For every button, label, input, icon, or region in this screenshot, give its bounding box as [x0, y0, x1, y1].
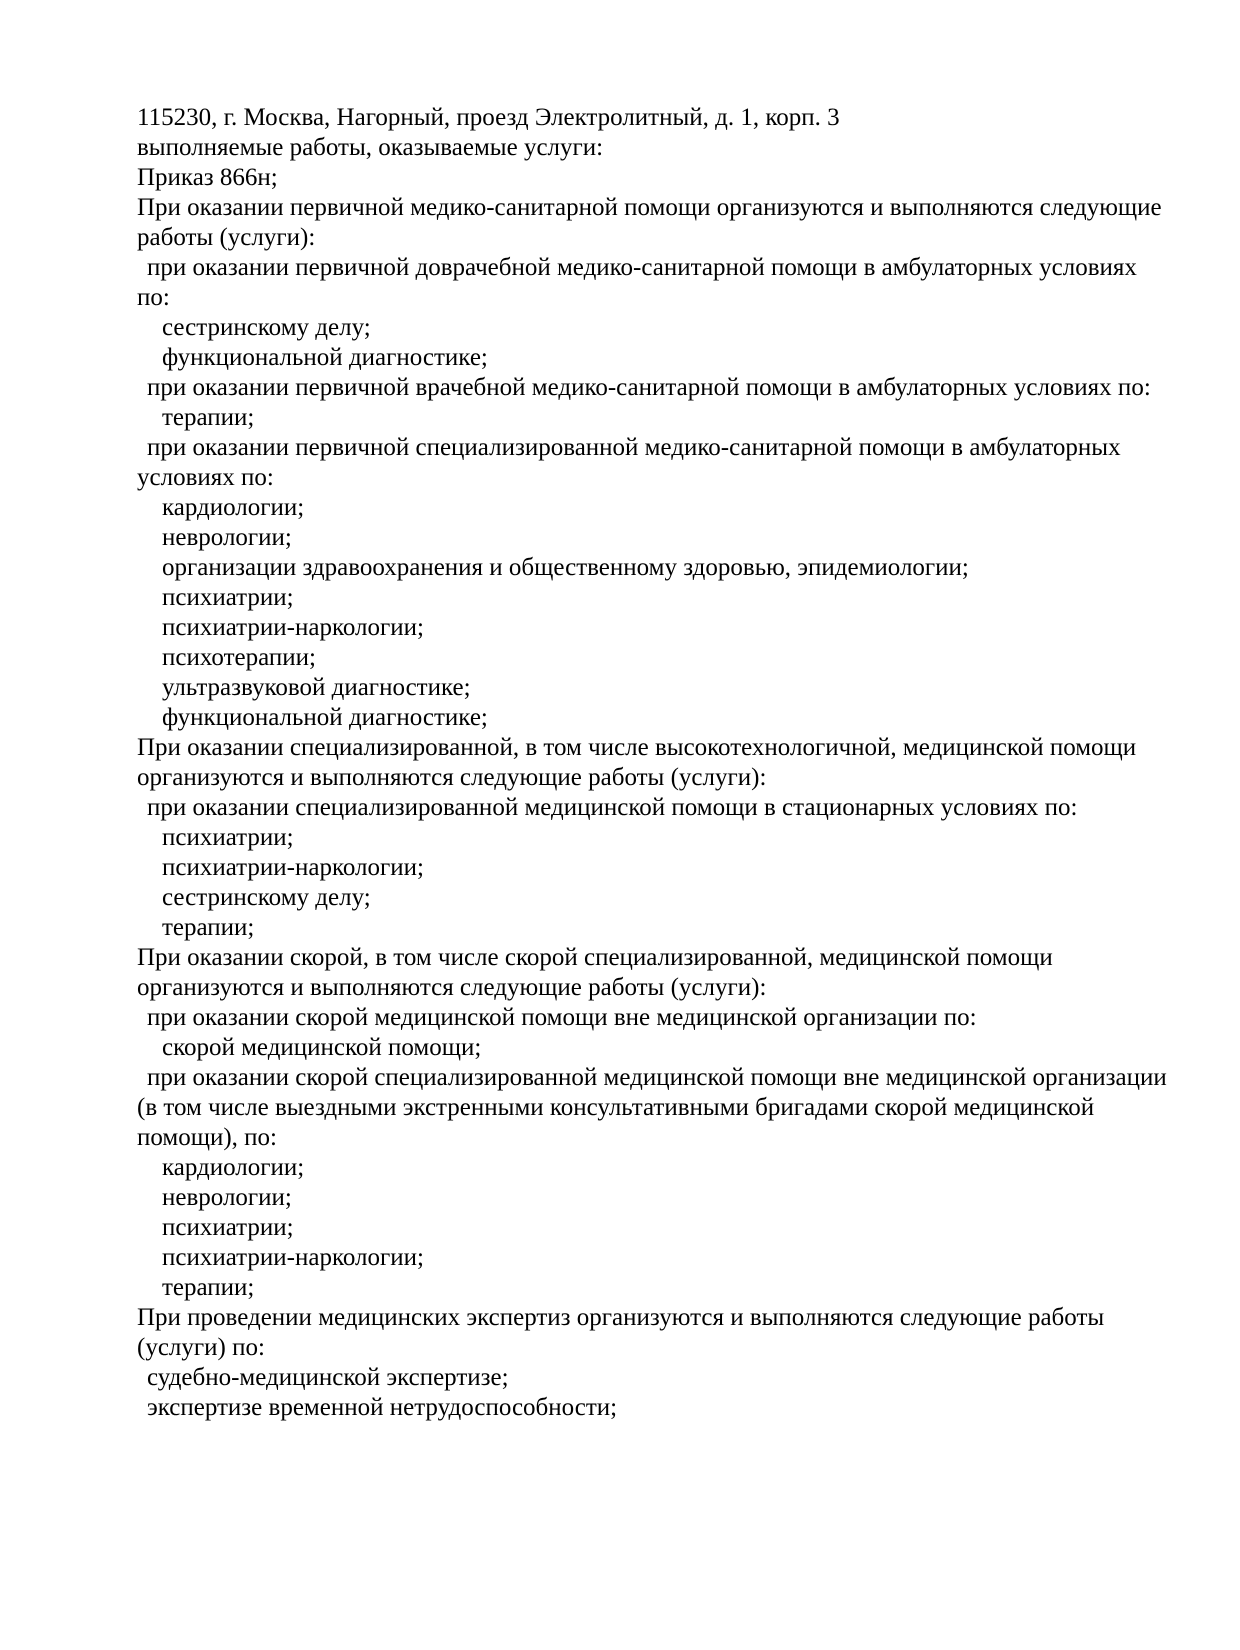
address-line: 115230, г. Москва, Нагорный, проезд Электролитный, д. 1, корп. 3 — [137, 104, 840, 131]
text-line: организации здравоохранения и общественному здоровью, эпидемиологии; — [162, 554, 969, 581]
text-line: экспертизе временной нетрудоспособности; — [147, 1394, 618, 1421]
text-line: терапии; — [162, 914, 255, 941]
text-line: терапии; — [162, 404, 255, 431]
text-line: психиатрии-наркологии; — [162, 614, 424, 641]
text-line: психиатрии; — [162, 1214, 294, 1241]
text-line: психиатрии; — [162, 824, 294, 851]
text-line: кардиологии; — [162, 1154, 305, 1181]
text-line: Приказ 866н; — [137, 164, 278, 191]
text-line: при оказании первичной доврачебной медико-санитарной помощи в амбулаторных условиях — [147, 254, 1137, 281]
text-line: судебно-медицинской экспертизе; — [147, 1364, 509, 1391]
text-line: скорой медицинской помощи; — [162, 1034, 482, 1061]
text-line: При оказании первичной медико-санитарной помощи организуются и выполняются следующие — [137, 194, 1162, 221]
text-line: функциональной диагностике; — [162, 344, 488, 371]
text-line: (услуги) по: — [137, 1334, 265, 1361]
text-line: сестринскому делу; — [162, 314, 371, 341]
text-line: (в том числе выездными экстренными консультативными бригадами скорой медицинской — [137, 1094, 1095, 1121]
text-line: при оказании первичной врачебной медико-санитарной помощи в амбулаторных условиях по: — [147, 374, 1151, 401]
text-line: ультразвуковой диагностике; — [162, 674, 471, 701]
text-line: При оказании специализированной, в том числе высокотехнологичной, медицинской помощи — [137, 734, 1137, 761]
text-line: При проведении медицинских экспертиз организуются и выполняются следующие работы — [137, 1304, 1105, 1331]
text-line: психиатрии-наркологии; — [162, 1244, 424, 1271]
text-line: При оказании скорой, в том числе скорой специализированной, медицинской помощи — [137, 944, 1053, 971]
text-line: при оказании специализированной медицинской помощи в стационарных условиях по: — [147, 794, 1078, 821]
text-line: при оказании первичной специализированной медико-санитарной помощи в амбулаторных — [147, 434, 1121, 461]
text-line: при оказании скорой специализированной медицинской помощи вне медицинской организации — [147, 1064, 1167, 1091]
text-line: функциональной диагностике; — [162, 704, 488, 731]
text-line: кардиологии; — [162, 494, 305, 521]
text-line: помощи), по: — [137, 1124, 278, 1151]
license-works-text — [137, 103, 1207, 1423]
text-line: условиях по: — [137, 464, 274, 491]
text-line: неврологии; — [162, 1184, 292, 1211]
text-line: психотерапии; — [162, 644, 316, 671]
text-line: организуются и выполняются следующие работы (услуги): — [137, 974, 767, 1001]
text-line: терапии; — [162, 1274, 255, 1301]
text-line: выполняемые работы, оказываемые услуги: — [137, 134, 604, 161]
text-line: неврологии; — [162, 524, 292, 551]
text-line: при оказании скорой медицинской помощи вне медицинской организации по: — [147, 1004, 977, 1031]
text-line: сестринскому делу; — [162, 884, 371, 911]
text-line: организуются и выполняются следующие работы (услуги): — [137, 764, 767, 791]
text-line: по: — [137, 284, 170, 311]
text-line: работы (услуги): — [137, 224, 316, 251]
text-line: психиатрии-наркологии; — [162, 854, 424, 881]
text-line: психиатрии; — [162, 584, 294, 611]
